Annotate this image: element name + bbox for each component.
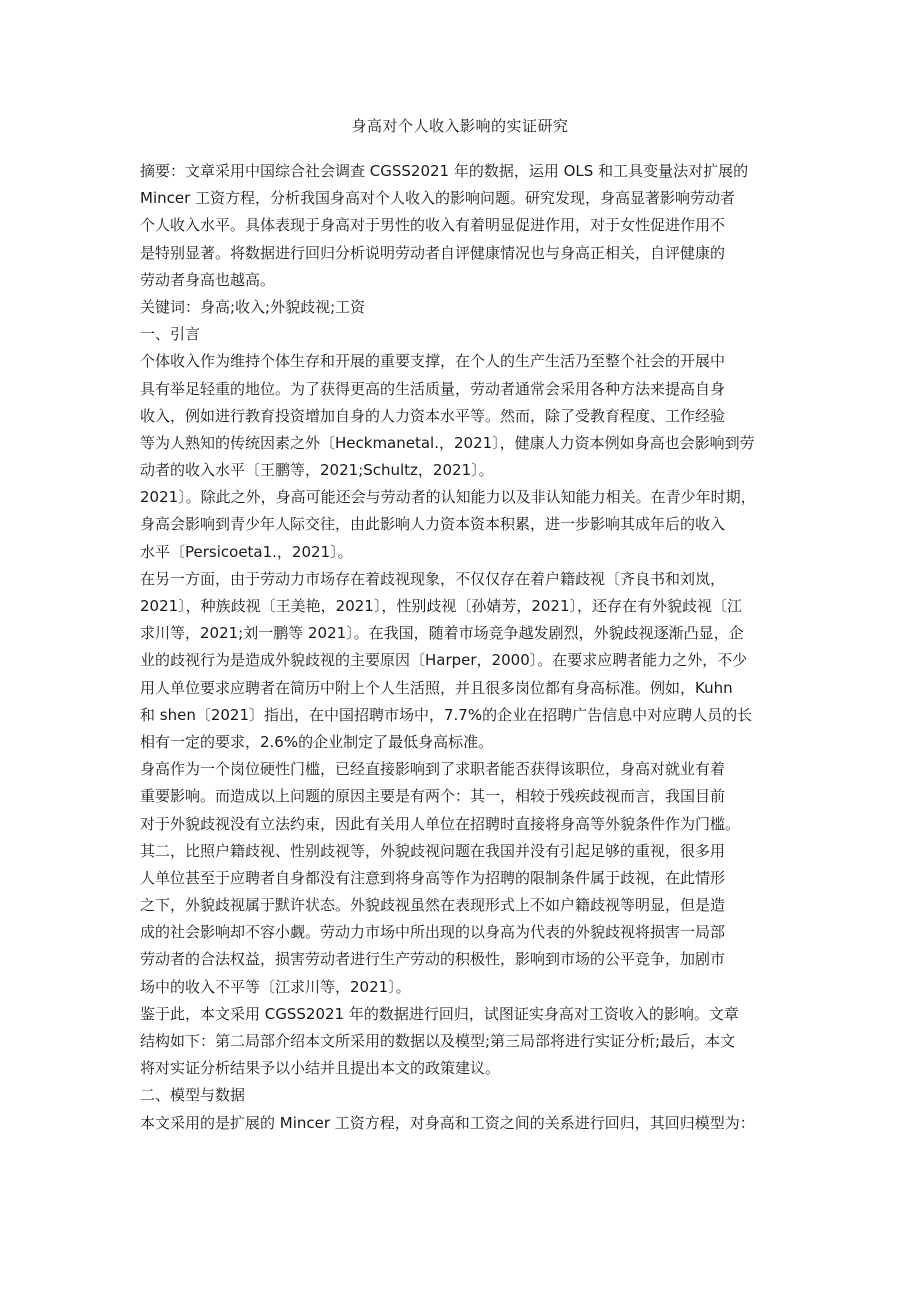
- text-line: 动者的收入水平〔王鹏等，2021;Schultz，2021〕。: [140, 461, 494, 480]
- text-line: 一、引言: [140, 325, 201, 344]
- text-line: 用人单位要求应聘者在简历中附上个人生活照，并且很多岗位都有身高标准。例如，Kuhn: [140, 678, 733, 697]
- text-line: 劳动者的合法权益，损害劳动者进行生产劳动的积极性，影响到市场的公平竞争，加剧市: [140, 950, 726, 969]
- text-line: 鉴于此，本文采用 CGSS2021 年的数据进行回归，试图证实身高对工资收入的影响。文章: [140, 1004, 739, 1023]
- text-line: 摘要：文章采用中国综合社会调查 CGSS2021 年的数据，运用 OLS 和工具变量法对扩展的: [140, 162, 749, 180]
- text-line: 是特别显著。将数据进行回归分析说明劳动者自评健康情况也与身高正相关，自评健康的: [140, 243, 726, 262]
- text-line: 和 shen〔2021〕指出，在中国招聘市场中，7.7%的企业在招聘广告信息中对应聘人员的长: [140, 705, 753, 724]
- text-line: 收入，例如进行教育投资增加自身的人力资本水平等。然而，除了受教育程度、工作经验: [140, 406, 726, 425]
- text-line: 结构如下：第二局部介绍本文所采用的数据以及模型;第三局部将进行实证分析;最后，本文: [140, 1032, 736, 1050]
- text-line: 之下，外貌歧视属于默许状态。外貌歧视虽然在表现形式上不如户籍歧视等明显，但是造: [140, 896, 726, 915]
- text-line: 相有一定的要求，2.6%的企业制定了最低身高标准。: [140, 732, 494, 751]
- text-line: 重要影响。而造成以上问题的原因主要是有两个：其一，相较于残疾歧视而言，我国目前: [140, 787, 726, 806]
- text-line: 个人收入水平。具体表现于身高对于男性的收入有着明显促进作用，对于女性促进作用不: [140, 216, 726, 235]
- text-line: 场中的收入不平等〔江求川等，2021〕。: [140, 977, 411, 996]
- text-line: 身高会影响到青少年人际交往，由此影响人力资本资本积累，进一步影响其成年后的收入: [140, 515, 726, 534]
- text-line: 将对实证分析结果予以小结并且提出本文的政策建议。: [140, 1059, 501, 1078]
- text-line: 人单位甚至于应聘者自身都没有注意到将身高等作为招聘的限制条件属于歧视，在此情形: [140, 868, 726, 887]
- text-line: 等为人熟知的传统因素之外〔Heckmanetal.，2021〕，健康人力资本例如身高也会影响到劳: [140, 433, 755, 452]
- text-line: 业的歧视行为是造成外貌歧视的主要原因〔Harper，2000〕。在要求应聘者能力之外，不少: [140, 651, 748, 670]
- text-line: Mincer 工资方程，分析我国身高对个人收入的影响问题。研究发现，身高显著影响劳动者: [140, 189, 736, 208]
- text-line: 劳动者身高也越高。: [140, 270, 276, 289]
- text-line: 成的社会影响却不容小觑。劳动力市场中所出现的以身高为代表的外貌歧视将损害一局部: [140, 923, 726, 942]
- text-line: 2021〕，种族歧视〔王美艳，2021〕，性别歧视〔孙婧芳，2021〕，还存在有外貌歧视〔江: [140, 597, 743, 615]
- text-line: 其二，比照户籍歧视、性别歧视等，外貌歧视问题在我国并没有引起足够的重视，很多用: [140, 841, 726, 860]
- text-line: 身高作为一个岗位硬性门槛，已经直接影响到了求职者能否获得该职位，身高对就业有着: [140, 760, 726, 779]
- text-line: 具有举足轻重的地位。为了获得更高的生活质量，劳动者通常会采用各种方法来提高自身: [140, 379, 726, 398]
- text-line: 求川等，2021;刘一鹏等 2021〕。在我国，随着市场竞争越发剧烈，外貌歧视逐渐凸显，企: [140, 624, 744, 643]
- text-line: 本文采用的是扩展的 Mincer 工资方程，对身高和工资之间的关系进行回归，其回归模型为：: [140, 1113, 755, 1132]
- document-body: [140, 158, 790, 1137]
- document-title: 身高对个人收入影响的实证研究: [351, 117, 569, 135]
- text-line: 关键词：身高;收入;外貌歧视;工资: [140, 297, 366, 316]
- text-line: 对于外貌歧视没有立法约束，因此有关用人单位在招聘时直接将身高等外貌条件作为门槛。: [140, 814, 741, 833]
- text-line: 二、模型与数据: [140, 1086, 246, 1105]
- text-line: 个体收入作为维持个体生存和开展的重要支撑，在个人的生产生活乃至整个社会的开展中: [140, 352, 726, 371]
- text-line: 水平〔Persicoeta1.，2021〕。: [140, 542, 353, 561]
- text-line: 在另一方面，由于劳动力市场存在着歧视现象，不仅仅存在着户籍歧视〔齐良书和刘岚，: [140, 569, 726, 588]
- text-line: 2021〕。除此之外，身高可能还会与劳动者的认知能力以及非认知能力相关。在青少年时期，: [140, 488, 756, 507]
